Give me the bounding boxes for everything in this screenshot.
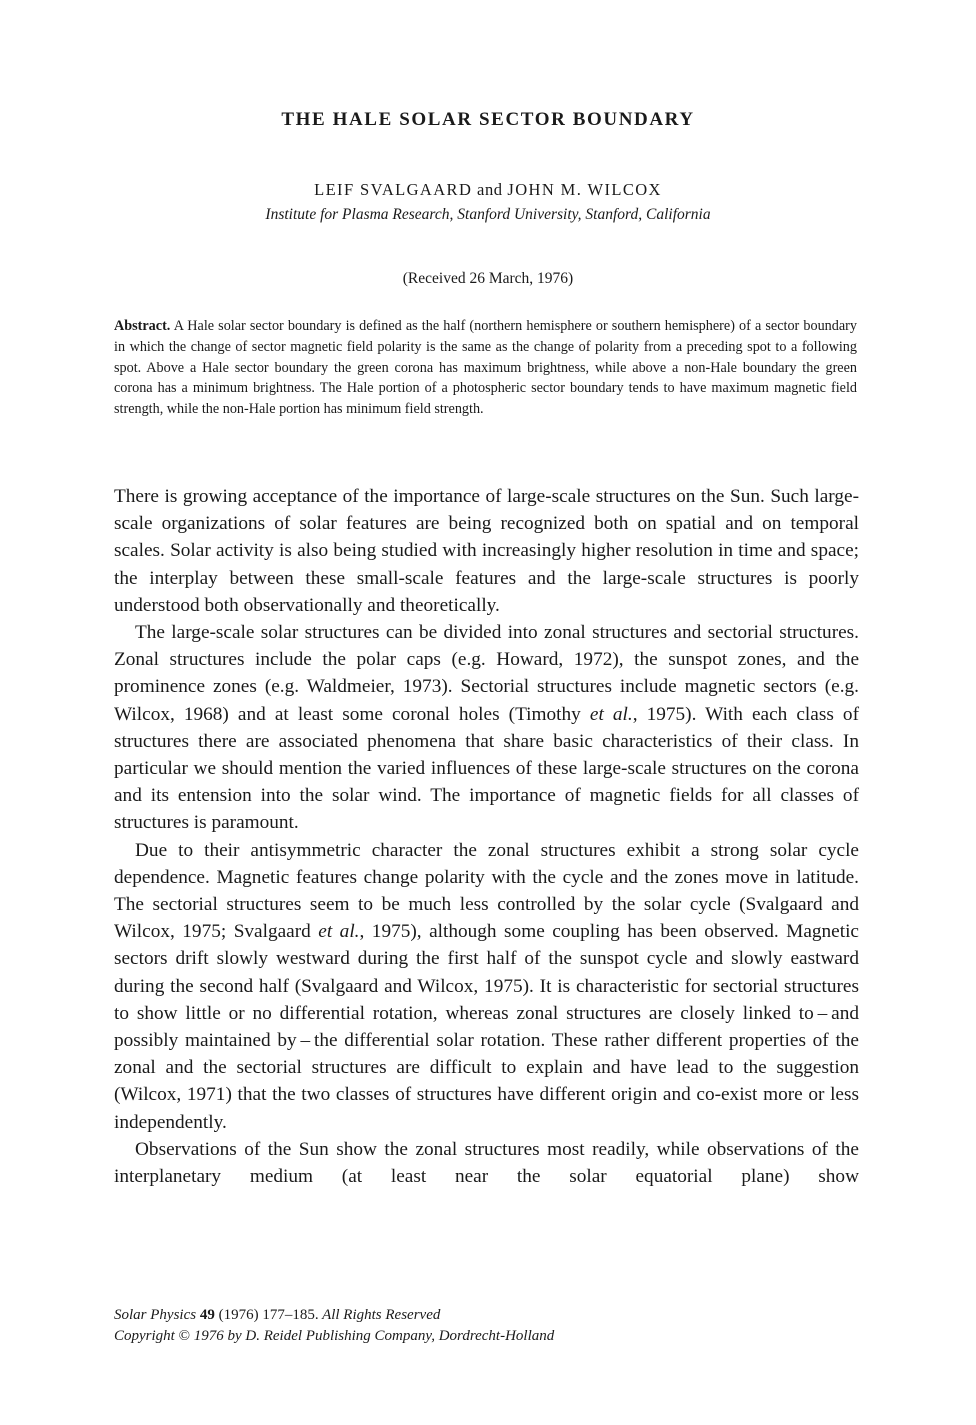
paragraph-3-etal: et al.: [318, 921, 360, 943]
paragraph-1: There is growing acceptance of the importance of large-scale structures on the Sun. Such large-scale organizations of solar features are being recognized both on spatial and on temporal scales. Solar activity is also being studied with increasingly higher resolution in time and space; the interplay between these small-scale features and the large-scale structures is poorly understood both observationally and theoretically.: [114, 486, 859, 616]
paragraph-2: [114, 619, 859, 837]
paragraph-3: [114, 837, 859, 1136]
abstract: [114, 316, 857, 420]
journal-volume: 49: [199, 1307, 215, 1323]
journal-name: Solar Physics: [114, 1307, 197, 1323]
paragraph-2-etal: et al.: [589, 703, 633, 725]
author-2: JOHN M. WILCOX: [507, 180, 662, 199]
abstract-label: Abstract.: [114, 318, 171, 334]
paragraph-4: Observations of the Sun show the zonal structures most readily, while observations of the interplanetary medium (at least near the solar equatorial plane) show: [114, 1138, 859, 1188]
affiliation: Institute for Plasma Research, Stanford University, Stanford, California: [265, 206, 711, 223]
copyright-line: [114, 1326, 554, 1347]
copyright-word: Copyright: [114, 1328, 175, 1344]
copyright-symbol: ©: [178, 1328, 190, 1344]
author-1: LEIF SVALGAARD: [314, 180, 473, 199]
copyright-rest: 1976 by D. Reidel Publishing Company, Dordrecht-Holland: [193, 1328, 555, 1344]
footer-citation: [114, 1305, 554, 1347]
paragraph-2-part-b: , 1975). With each class of structures there are associated phenomena that share basic characteristics of their class. In particular we should mention the varied influences of these large-scale structures on the corona and its entension into the solar wind. The importance of magnetic fields for all classes of structures is paramount.: [114, 703, 859, 834]
paragraph-2-part-a: The large-scale solar structures can be divided into zonal structures and sectorial structures. Zonal structures include the polar caps (e.g. Howard, 1972), the sunspot zones, and the prominence zones (e.g. Waldmeier, 1973). Sectorial structures include magnetic sectors (e.g. Wilcox, 1968) and at least some coronal holes (Timothy: [114, 622, 859, 725]
author-line: [0, 180, 976, 200]
author-join: and: [477, 180, 503, 199]
journal-rights: All Rights Reserved: [322, 1307, 441, 1323]
abstract-text: A Hale solar sector boundary is defined as the half (northern hemisphere or southern hemisphere) of a sector boundary in which the change of sector magnetic field polarity is the same as the change of polarity from a preceding spot to a following spot. Above a Hale sector boundary the green corona has maximum brightness, while above a non-Hale boundary the green corona has a minimum brightness. The Hale portion of a photospheric sector boundary tends to have maximum magnetic field strength, while the non-Hale portion has minimum field strength.: [114, 318, 857, 418]
body-text: [114, 483, 859, 1190]
received-date: (Received 26 March, 1976): [402, 270, 574, 287]
paragraph-3-part-b: , 1975), although some coupling has been observed. Magnetic sectors drift slowly westward during the first half of the sunspot cycle and slowly eastward during the second half (Svalgaard and Wilcox, 1975). It is characteristic for sectorial structures to show little or no differential rotation, whereas zonal structures are closely linked to – and possibly maintained by – the differential solar rotation. These rather different properties of the zonal and the sectorial structures are difficult to explain and have lead to the suggestion (Wilcox, 1971) that the two classes of structures have different origin and co-exist more or less independently.: [114, 921, 859, 1133]
journal-line: [114, 1305, 554, 1326]
paragraph-3-part-a: Due to their antisymmetric character the zonal structures exhibit a strong solar cycle dependence. Magnetic features change polarity with the cycle and the zones move in latitude. The sectorial structures seem to be much less controlled by the solar cycle (Svalgaard and Wilcox, 1975; Svalgaard: [114, 839, 859, 943]
journal-year-pages: (1976) 177–185.: [218, 1307, 319, 1323]
paper-title: THE HALE SOLAR SECTOR BOUNDARY: [281, 109, 695, 130]
